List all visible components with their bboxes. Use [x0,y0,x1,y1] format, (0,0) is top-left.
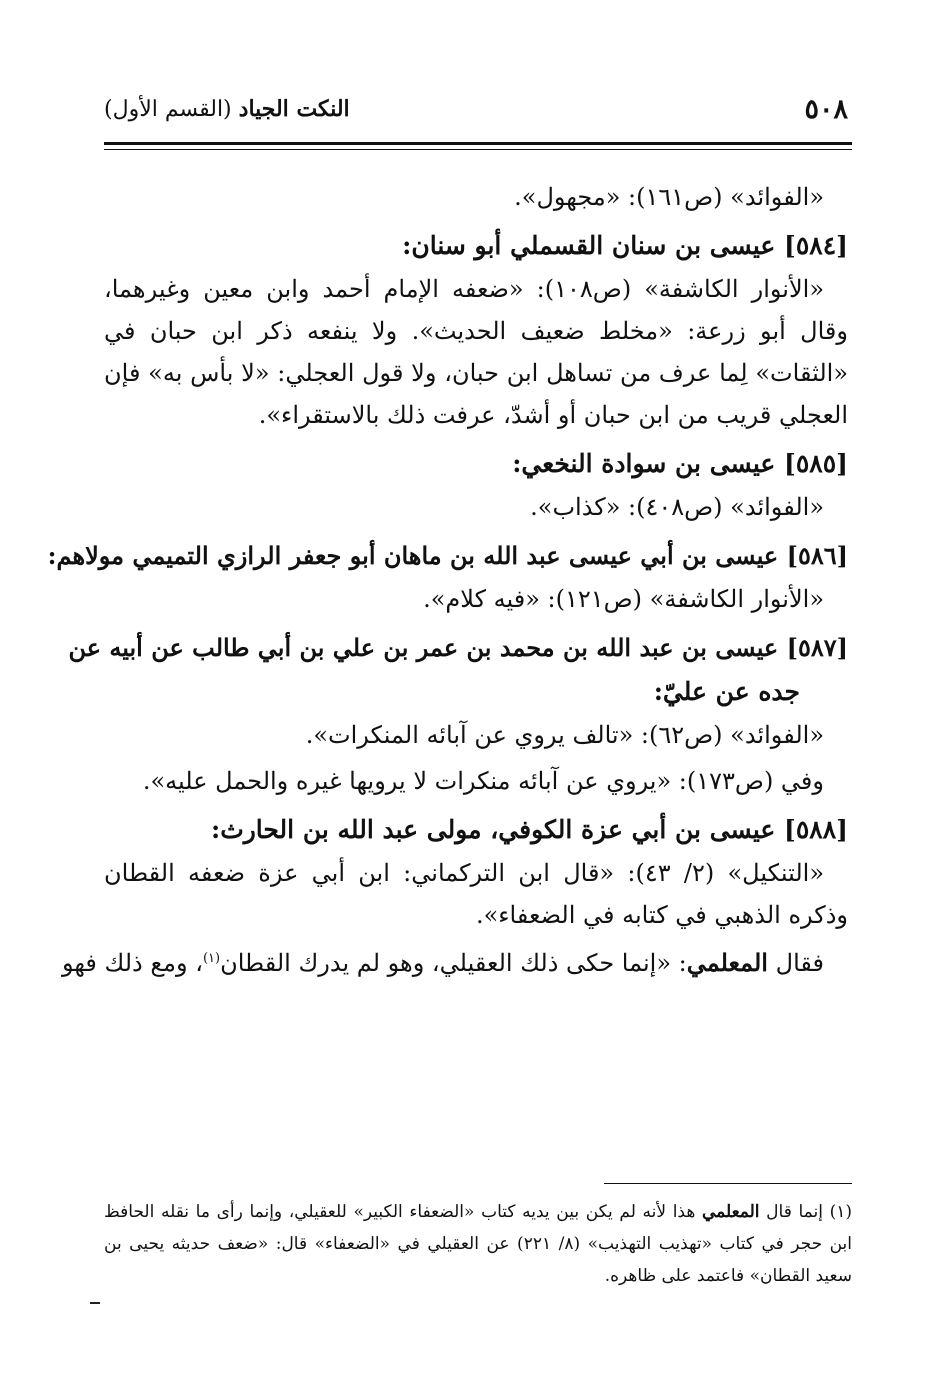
entry-587-heading-line-2: جده عن عليّ: [653,677,800,706]
author-name: المعلمي [686,948,768,977]
footnote-1 [104,1196,852,1292]
footnote-lead: إنما قال [766,1202,823,1222]
entry-587-text-1: «الفوائد» (ص٦٢): «تالف يروي عن آبائه المنكرات». [305,721,824,749]
footnotes [104,1196,852,1292]
footnote-separator [604,1183,852,1184]
main-text [47,176,848,984]
footnote-text: هذا لأنه لم يكن بين يديه كتاب «الضعفاء الكبير» للعقيلي، وإنما رأى ما نقله الحافظ ابن حجر في كتاب «تهذيب التهذيب» (٨/ ٢٢١) عن العقيلي في «الضعفاء» قال: «ضعف حديثه يحيى بن سعيد القطان» فاعتمد على ظاهره. [104,1202,852,1286]
header-rule-thin [104,149,852,150]
entry-584-text: «الأنوار الكاشفة» (ص١٠٨): «ضعفه الإمام أحمد وابن معين وغيرهما، وقال أبو زرعة: «مخلط ضعيف الحديث». ولا ينفعه ذكر ابن حبان في «الثقات» لِما عرف من تساهل ابن حبان، ولا قول العجلي: «لا بأس به» فإن العجلي قريب من ابن حبان أو أشدّ، عرفت ذلك بالاستقراء». [104,275,848,429]
last-line-after: ، ومع ذلك فهو [61,949,203,977]
last-line-mid: : «إنما حكى ذلك العقيلي، وهو لم يدرك القطان [220,949,687,977]
entry-586-heading: [٥٨٦] عيسى بن أبي عيسى عبد الله بن ماهان أبو جعفر الرازي التميمي مولاهم: [47,541,848,570]
running-title-main: النكت الجياد [238,96,350,122]
continuation-line: «الفوائد» (ص١٦١): «مجهول». [514,183,824,211]
footnote-author-name: المعلمي [701,1202,760,1222]
footnote-marker[interactable]: (١) [202,951,221,966]
margin-mark [90,1302,100,1304]
entry-585-heading: [٥٨٥] عيسى بن سوادة النخعي: [512,449,848,478]
page-number: ٥٠٨ [804,94,848,125]
running-title-sub: (القسم الأول) [104,97,232,122]
entry-585-text: «الفوائد» (ص٤٠٨): «كذاب». [530,493,824,521]
entry-584-heading: [٥٨٤] عيسى بن سنان القسملي أبو سنان: [402,231,848,260]
entry-588-text: «التنكيل» (٢/ ٤٣): «قال ابن التركماني: ابن أبي عزة ضعفه القطان وذكره الذهبي في كتابه في الضعفاء». [104,859,848,929]
header-rule-thick [104,142,852,145]
page-header [104,92,848,136]
entry-588-last-line [61,942,848,984]
entry-587-heading-line-1: [٥٨٧] عيسى بن عبد الله بن محمد بن عمر بن علي بن أبي طالب عن أبيه عن [68,633,848,662]
entry-587-text-2: وفي (ص١٧٣): «يروي عن آبائه منكرات لا يرويها غيره والحمل عليه». [142,767,824,795]
running-title [104,96,350,122]
entry-586-text: «الأنوار الكاشفة» (ص١٢١): «فيه كلام». [423,585,824,613]
footnote-number: (١) [829,1202,852,1222]
entry-588-heading: [٥٨٨] عيسى بن أبي عزة الكوفي، مولى عبد الله بن الحارث: [210,815,848,844]
last-line-before: فقال [775,949,824,977]
